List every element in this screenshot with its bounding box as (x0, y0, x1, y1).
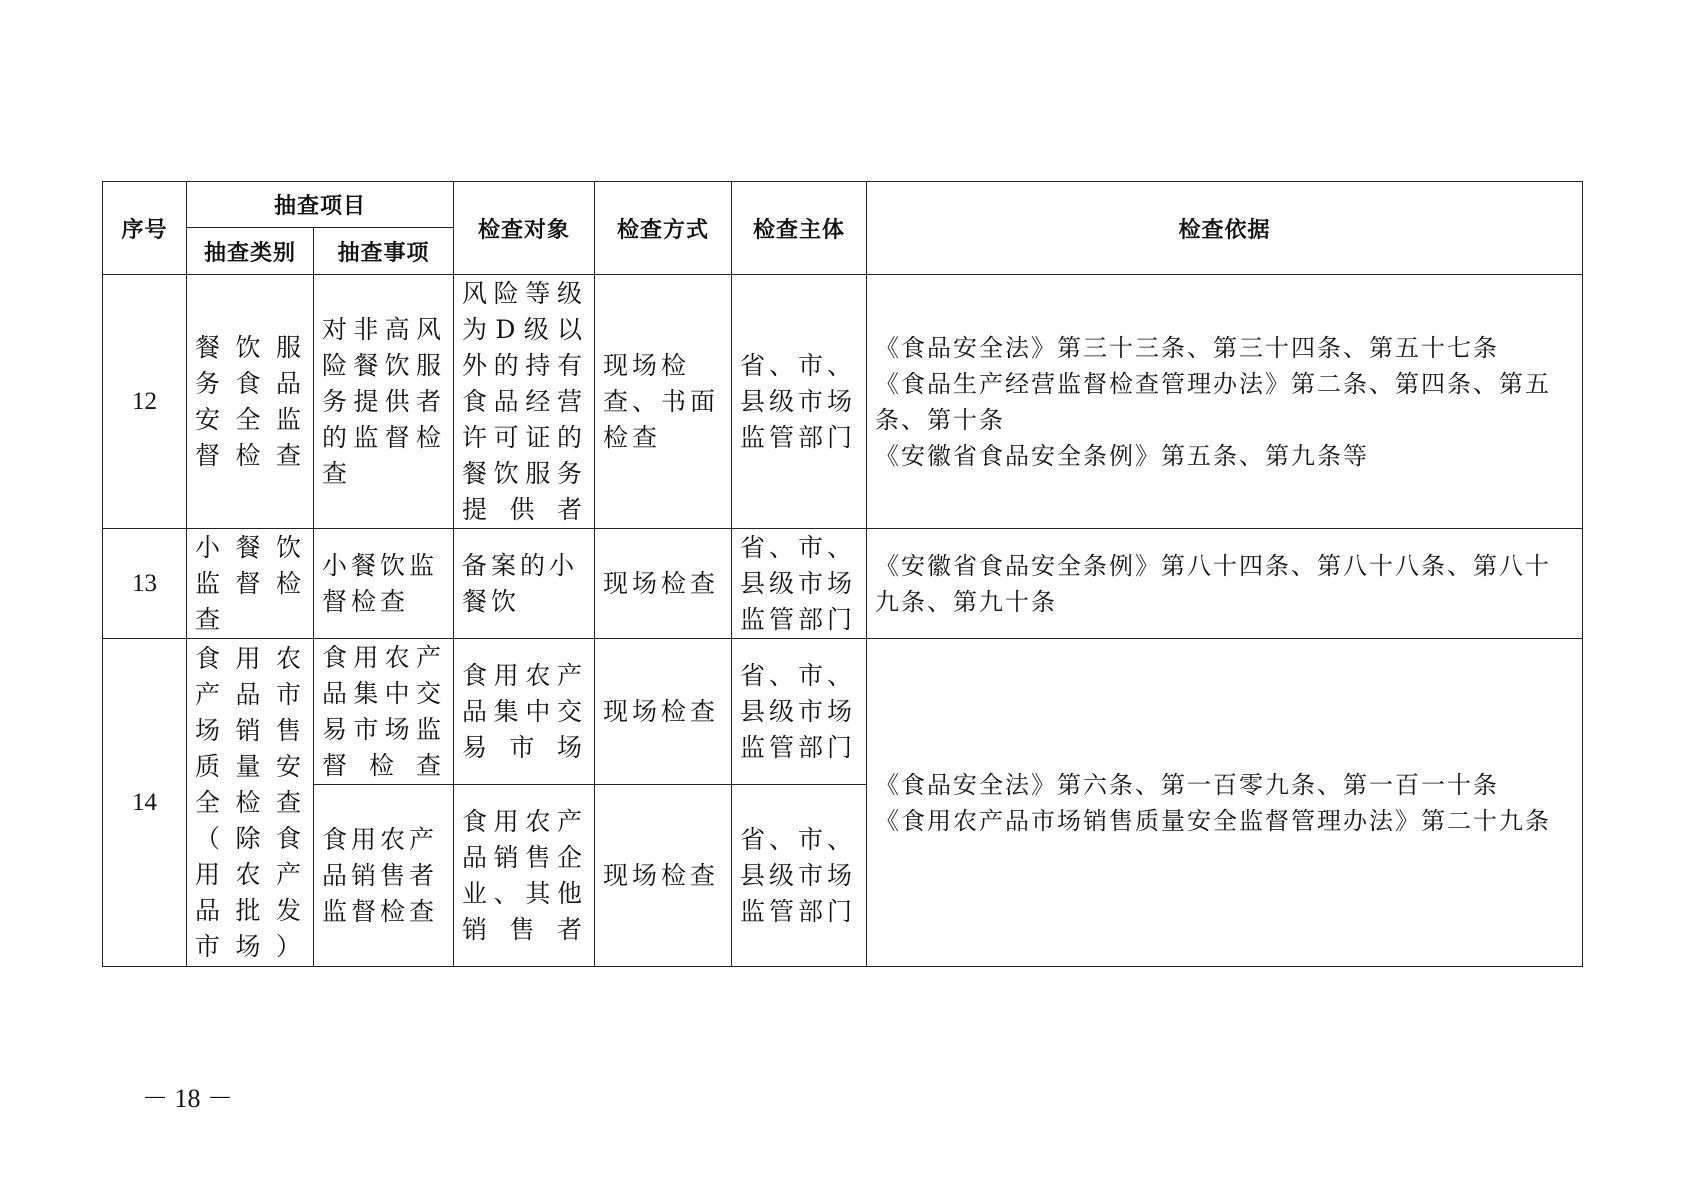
row-subject: 省、市、县级市场监管部门 (732, 529, 867, 639)
row-target: 风险等级为D级以外的持有食品经营许可证的餐饮服务提供者 (454, 275, 595, 529)
header-basis: 检查依据 (867, 182, 1583, 275)
row-matter: 小餐饮监督检查 (314, 529, 454, 639)
header-item-group: 抽查项目 (187, 182, 454, 228)
row-category: 小餐饮监督检查 (187, 529, 314, 639)
row-category: 食用农产品市场销售质量安全检查（除食用农产品批发市场） (187, 639, 314, 967)
row-method: 现场检查、书面检查 (595, 275, 732, 529)
inspection-table (102, 181, 1583, 967)
table-row (103, 639, 1583, 785)
row-method: 现场检查 (595, 529, 732, 639)
table-row (103, 275, 1583, 529)
row-seq: 13 (103, 529, 187, 639)
header-method: 检查方式 (595, 182, 732, 275)
row-subject: 省、市、县级市场监管部门 (732, 785, 867, 967)
row-method: 现场检查 (595, 639, 732, 785)
row-basis (867, 639, 1583, 967)
row-method: 现场检查 (595, 785, 732, 967)
row-seq: 14 (103, 639, 187, 967)
basis-line: 《食用农产品市场销售质量安全监督管理办法》第二十九条 (875, 806, 1552, 835)
row-subject: 省、市、县级市场监管部门 (732, 639, 867, 785)
header-subject: 检查主体 (732, 182, 867, 275)
row-category: 餐饮服务食品安全监督检查 (187, 275, 314, 529)
header-category: 抽查类别 (187, 228, 314, 275)
row-matter: 对非高风险餐饮服务提供者的监督检查 (314, 275, 454, 529)
basis-line: 《食品生产经营监督检查管理办法》第二条、第四条、第五条、第十条 (875, 369, 1552, 434)
row-target: 备案的小餐饮 (454, 529, 595, 639)
header-matter: 抽查事项 (314, 228, 454, 275)
row-basis (867, 275, 1583, 529)
table-row (103, 529, 1583, 639)
header-target: 检查对象 (454, 182, 595, 275)
row-basis (867, 529, 1583, 639)
basis-line: 《安徽省食品安全条例》第五条、第九条等 (875, 441, 1370, 470)
basis-line: 《食品安全法》第三十三条、第三十四条、第五十七条 (875, 333, 1500, 362)
header-seq: 序号 (103, 182, 187, 275)
row-target: 食用农产品销售企业、其他销售者 (454, 785, 595, 967)
basis-line: 《安徽省食品安全条例》第八十四条、第八十八条、第八十九条、第九十条 (875, 551, 1552, 616)
row-matter: 食用农产品集中交易市场监督检查 (314, 639, 454, 785)
row-matter: 食用农产品销售者监督检查 (314, 785, 454, 967)
row-target: 食用农产品集中交易市场 (454, 639, 595, 785)
header-row-1 (103, 182, 1583, 228)
row-seq: 12 (103, 275, 187, 529)
page-number: － 18 － (142, 1084, 234, 1113)
basis-line: 《食品安全法》第六条、第一百零九条、第一百一十条 (875, 770, 1500, 799)
row-subject: 省、市、县级市场监管部门 (732, 275, 867, 529)
